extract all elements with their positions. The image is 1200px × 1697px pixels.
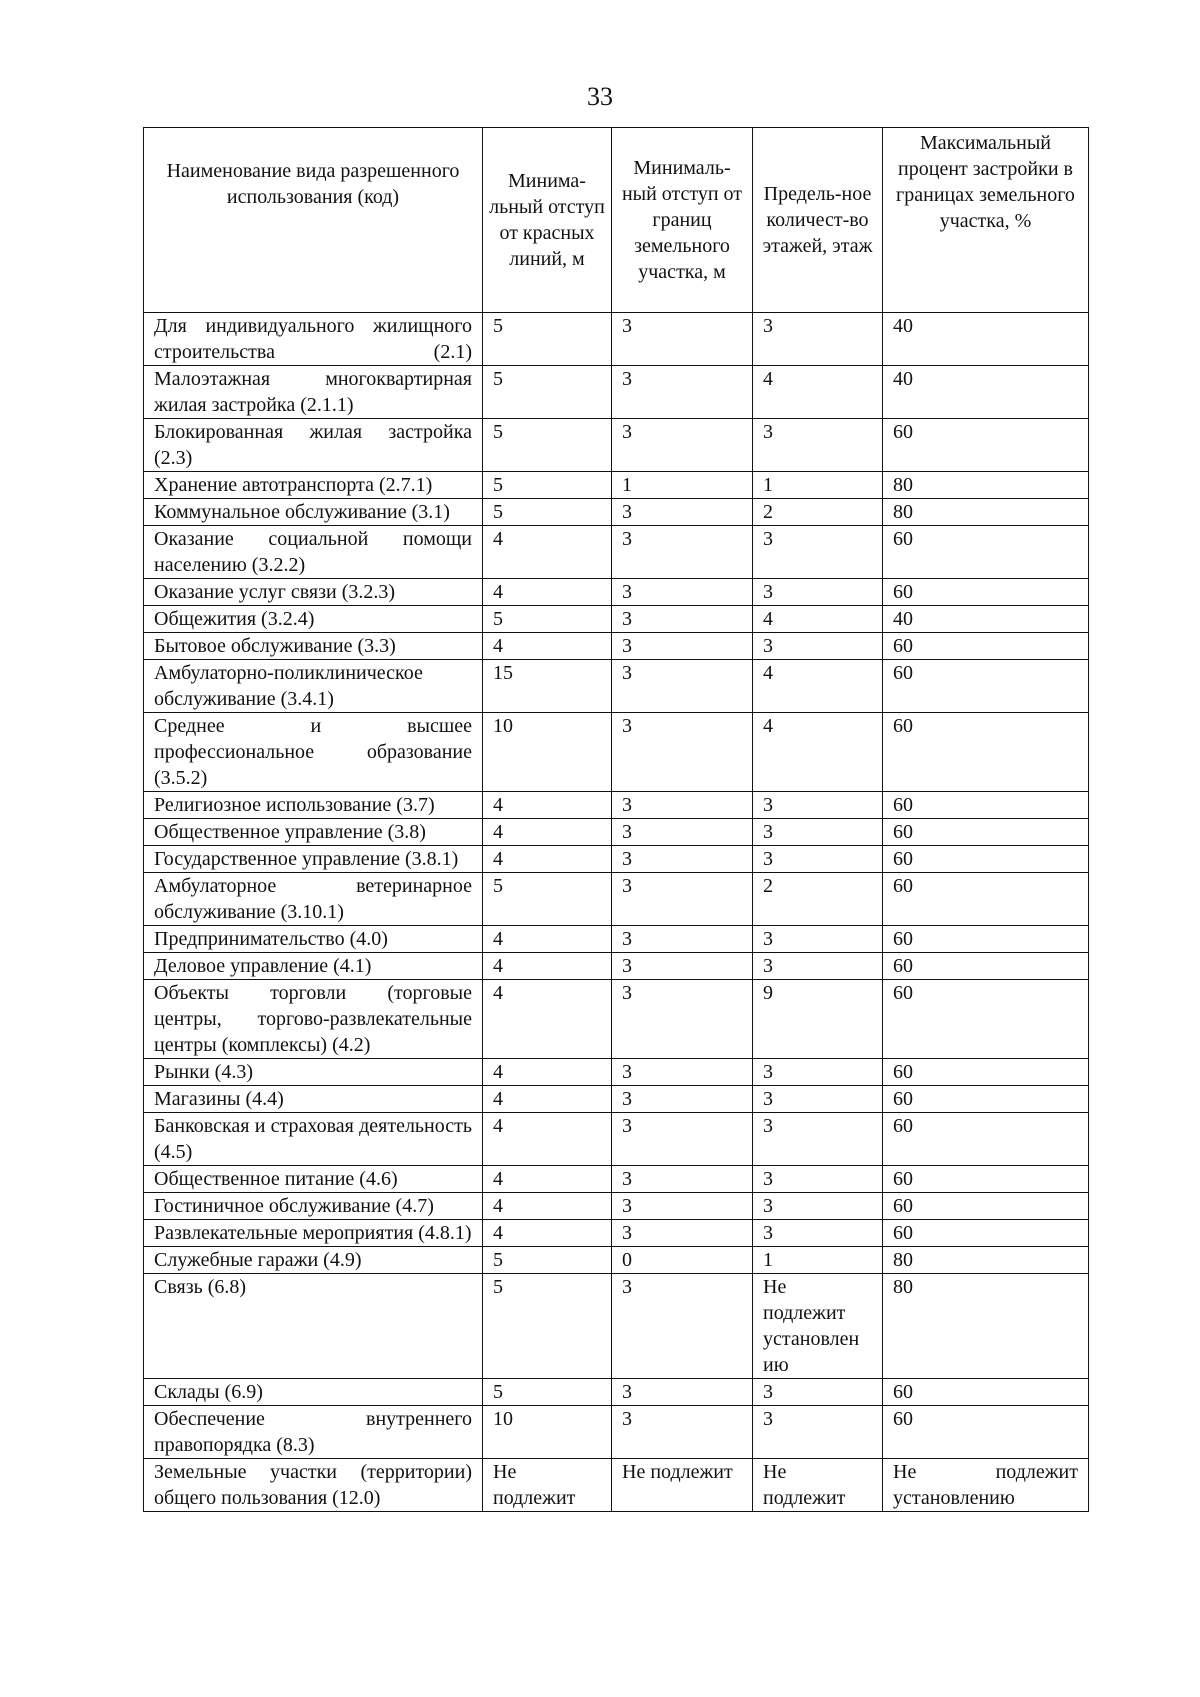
cell-boundary-setback: 3	[612, 926, 753, 953]
cell-max-floors: 2	[753, 873, 883, 926]
cell-max-coverage: 60	[883, 846, 1089, 873]
cell-max-coverage: 80	[883, 499, 1089, 526]
cell-max-coverage: 60	[883, 633, 1089, 660]
cell-red-line-setback: 4	[483, 1059, 612, 1086]
cell-max-floors: Не подлежит установлен ию	[753, 1274, 883, 1379]
table-row	[144, 1193, 1089, 1220]
cell-red-line-setback: 4	[483, 980, 612, 1059]
cell-boundary-setback: Не подлежит	[612, 1459, 753, 1512]
table-row	[144, 606, 1089, 633]
table-row	[144, 1406, 1089, 1459]
cell-use-type: Коммунальное обслуживание (3.1)	[144, 499, 483, 526]
cell-max-coverage: 60	[883, 1220, 1089, 1247]
cell-boundary-setback: 3	[612, 1406, 753, 1459]
table-row	[144, 633, 1089, 660]
table-row	[144, 713, 1089, 792]
cell-use-type: Хранение автотранспорта (2.7.1)	[144, 472, 483, 499]
table-row	[144, 366, 1089, 419]
table-row	[144, 499, 1089, 526]
cell-use-type: Общежития (3.2.4)	[144, 606, 483, 633]
cell-boundary-setback: 3	[612, 419, 753, 472]
cell-red-line-setback: 4	[483, 1113, 612, 1166]
cell-use-type: Амбулаторно-поликлиническое обслуживание (3.4.1)	[144, 660, 483, 713]
cell-max-floors: 3	[753, 1086, 883, 1113]
table-row	[144, 846, 1089, 873]
cell-use-type: Земельные участки (территории) общего пользования (12.0)	[144, 1459, 483, 1512]
table-row	[144, 419, 1089, 472]
cell-boundary-setback: 3	[612, 1193, 753, 1220]
table-row	[144, 873, 1089, 926]
cell-use-type: Деловое управление (4.1)	[144, 953, 483, 980]
cell-max-floors: 3	[753, 926, 883, 953]
cell-max-floors: 4	[753, 606, 883, 633]
cell-use-type: Бытовое обслуживание (3.3)	[144, 633, 483, 660]
cell-use-type: Оказание социальной помощи населению (3.2.2)	[144, 526, 483, 579]
cell-red-line-setback: 5	[483, 606, 612, 633]
zoning-regulations-table	[143, 127, 1089, 1512]
cell-red-line-setback: 4	[483, 792, 612, 819]
cell-red-line-setback: 5	[483, 1379, 612, 1406]
cell-max-floors: 3	[753, 1220, 883, 1247]
header-use-type: Наименование вида разрешенного использования (код)	[144, 128, 483, 313]
cell-boundary-setback: 3	[612, 1220, 753, 1247]
table-row	[144, 526, 1089, 579]
cell-red-line-setback: 5	[483, 313, 612, 366]
cell-max-floors: 3	[753, 846, 883, 873]
table-row	[144, 1166, 1089, 1193]
table-row	[144, 792, 1089, 819]
table-row	[144, 1086, 1089, 1113]
header-boundary-setback: Минималь-ный отступ от границ земельного участка, м	[612, 128, 753, 313]
cell-max-coverage: 80	[883, 1247, 1089, 1274]
cell-use-type: Объекты торговли (торговые центры, торгово-развлекательные центры (комплексы) (4.2)	[144, 980, 483, 1059]
cell-red-line-setback: 4	[483, 1086, 612, 1113]
header-max-coverage: Максимальный процент застройки в границах земельного участка, %	[883, 128, 1089, 313]
table-header	[144, 128, 1089, 313]
cell-max-coverage: 60	[883, 579, 1089, 606]
cell-red-line-setback: 5	[483, 873, 612, 926]
cell-boundary-setback: 3	[612, 499, 753, 526]
cell-use-type: Рынки (4.3)	[144, 1059, 483, 1086]
table-row	[144, 472, 1089, 499]
cell-red-line-setback: Не подлежит	[483, 1459, 612, 1512]
cell-boundary-setback: 3	[612, 579, 753, 606]
cell-red-line-setback: 4	[483, 1193, 612, 1220]
cell-use-type: Государственное управление (3.8.1)	[144, 846, 483, 873]
cell-boundary-setback: 3	[612, 1274, 753, 1379]
cell-boundary-setback: 3	[612, 1113, 753, 1166]
cell-red-line-setback: 4	[483, 846, 612, 873]
cell-red-line-setback: 4	[483, 926, 612, 953]
cell-boundary-setback: 3	[612, 526, 753, 579]
cell-max-coverage: 60	[883, 926, 1089, 953]
cell-max-coverage: 40	[883, 366, 1089, 419]
cell-use-type: Малоэтажная многоквартирная жилая застройка (2.1.1)	[144, 366, 483, 419]
table-row	[144, 1113, 1089, 1166]
table-row	[144, 926, 1089, 953]
cell-red-line-setback: 4	[483, 633, 612, 660]
cell-max-coverage: 60	[883, 419, 1089, 472]
cell-max-coverage: 60	[883, 660, 1089, 713]
cell-max-floors: 3	[753, 419, 883, 472]
table-row	[144, 1220, 1089, 1247]
cell-max-coverage: 60	[883, 1086, 1089, 1113]
header-red-line-setback: Минима-льный отступ от красных линий, м	[483, 128, 612, 313]
cell-max-coverage: 80	[883, 1274, 1089, 1379]
cell-max-floors: 4	[753, 366, 883, 419]
cell-max-floors: 3	[753, 579, 883, 606]
cell-max-floors: 1	[753, 472, 883, 499]
cell-max-coverage: 60	[883, 953, 1089, 980]
cell-boundary-setback: 3	[612, 606, 753, 633]
cell-max-coverage: 60	[883, 873, 1089, 926]
cell-use-type: Магазины (4.4)	[144, 1086, 483, 1113]
cell-boundary-setback: 3	[612, 1086, 753, 1113]
table-row	[144, 980, 1089, 1059]
cell-max-coverage: 60	[883, 526, 1089, 579]
cell-max-floors: 3	[753, 313, 883, 366]
cell-boundary-setback: 3	[612, 366, 753, 419]
table-row	[144, 660, 1089, 713]
cell-max-floors: 3	[753, 1379, 883, 1406]
cell-red-line-setback: 5	[483, 472, 612, 499]
cell-max-floors: 9	[753, 980, 883, 1059]
cell-max-floors: 3	[753, 526, 883, 579]
cell-boundary-setback: 1	[612, 472, 753, 499]
cell-max-floors: Не подлежит	[753, 1459, 883, 1512]
cell-boundary-setback: 3	[612, 1166, 753, 1193]
cell-use-type: Банковская и страховая деятельность (4.5)	[144, 1113, 483, 1166]
cell-max-floors: 3	[753, 1166, 883, 1193]
table-row	[144, 1247, 1089, 1274]
cell-boundary-setback: 3	[612, 846, 753, 873]
table-body	[144, 313, 1089, 1512]
cell-red-line-setback: 4	[483, 819, 612, 846]
header-row	[144, 128, 1089, 313]
cell-red-line-setback: 5	[483, 499, 612, 526]
cell-use-type: Оказание услуг связи (3.2.3)	[144, 579, 483, 606]
cell-max-floors: 2	[753, 499, 883, 526]
cell-boundary-setback: 3	[612, 1059, 753, 1086]
cell-max-coverage: 60	[883, 1406, 1089, 1459]
cell-max-floors: 3	[753, 1406, 883, 1459]
cell-use-type: Амбулаторное ветеринарное обслуживание (3.10.1)	[144, 873, 483, 926]
cell-max-coverage: 60	[883, 980, 1089, 1059]
cell-max-coverage: 60	[883, 1166, 1089, 1193]
cell-red-line-setback: 5	[483, 1274, 612, 1379]
cell-max-coverage: 40	[883, 313, 1089, 366]
page-number: 33	[587, 82, 613, 111]
cell-max-coverage: 60	[883, 1379, 1089, 1406]
table-row	[144, 1059, 1089, 1086]
cell-use-type: Блокированная жилая застройка (2.3)	[144, 419, 483, 472]
cell-red-line-setback: 4	[483, 1220, 612, 1247]
cell-use-type: Религиозное использование (3.7)	[144, 792, 483, 819]
cell-boundary-setback: 3	[612, 953, 753, 980]
cell-max-floors: 3	[753, 1059, 883, 1086]
cell-red-line-setback: 5	[483, 419, 612, 472]
table-row	[144, 953, 1089, 980]
cell-red-line-setback: 5	[483, 1247, 612, 1274]
cell-use-type: Общественное питание (4.6)	[144, 1166, 483, 1193]
cell-max-coverage: 40	[883, 606, 1089, 633]
cell-use-type: Гостиничное обслуживание (4.7)	[144, 1193, 483, 1220]
cell-use-type: Служебные гаражи (4.9)	[144, 1247, 483, 1274]
cell-boundary-setback: 3	[612, 633, 753, 660]
cell-use-type: Общественное управление (3.8)	[144, 819, 483, 846]
cell-max-floors: 4	[753, 713, 883, 792]
cell-boundary-setback: 3	[612, 660, 753, 713]
cell-use-type: Среднее и высшее профессиональное образование (3.5.2)	[144, 713, 483, 792]
cell-boundary-setback: 3	[612, 1379, 753, 1406]
cell-boundary-setback: 3	[612, 980, 753, 1059]
cell-max-floors: 3	[753, 953, 883, 980]
cell-boundary-setback: 0	[612, 1247, 753, 1274]
cell-max-floors: 4	[753, 660, 883, 713]
cell-max-coverage: 60	[883, 819, 1089, 846]
cell-max-coverage: 60	[883, 713, 1089, 792]
cell-max-floors: 3	[753, 1113, 883, 1166]
cell-red-line-setback: 15	[483, 660, 612, 713]
cell-boundary-setback: 3	[612, 819, 753, 846]
cell-use-type: Склады (6.9)	[144, 1379, 483, 1406]
cell-boundary-setback: 3	[612, 792, 753, 819]
cell-max-coverage: 60	[883, 1059, 1089, 1086]
cell-red-line-setback: 5	[483, 366, 612, 419]
cell-boundary-setback: 3	[612, 713, 753, 792]
cell-red-line-setback: 10	[483, 713, 612, 792]
table-row	[144, 313, 1089, 366]
cell-boundary-setback: 3	[612, 873, 753, 926]
cell-max-floors: 1	[753, 1247, 883, 1274]
table-row	[144, 819, 1089, 846]
cell-max-floors: 3	[753, 792, 883, 819]
cell-max-floors: 3	[753, 819, 883, 846]
cell-max-coverage: 80	[883, 472, 1089, 499]
table-row	[144, 1379, 1089, 1406]
cell-red-line-setback: 4	[483, 953, 612, 980]
cell-red-line-setback: 4	[483, 1166, 612, 1193]
cell-max-coverage: Не подлежит установлению	[883, 1459, 1089, 1512]
cell-use-type: Обеспечение внутреннего правопорядка (8.3)	[144, 1406, 483, 1459]
table-row	[144, 1459, 1089, 1512]
header-max-floors: Предель-ное количест-во этажей, этаж	[753, 128, 883, 313]
cell-red-line-setback: 10	[483, 1406, 612, 1459]
cell-boundary-setback: 3	[612, 313, 753, 366]
cell-max-floors: 3	[753, 1193, 883, 1220]
cell-red-line-setback: 4	[483, 526, 612, 579]
cell-max-coverage: 60	[883, 1113, 1089, 1166]
cell-max-floors: 3	[753, 633, 883, 660]
table-row	[144, 1274, 1089, 1379]
cell-max-coverage: 60	[883, 1193, 1089, 1220]
cell-use-type: Предпринимательство (4.0)	[144, 926, 483, 953]
cell-use-type: Связь (6.8)	[144, 1274, 483, 1379]
cell-use-type: Развлекательные мероприятия (4.8.1)	[144, 1220, 483, 1247]
cell-use-type: Для индивидуального жилищного строительства (2.1)	[144, 313, 483, 366]
table-row	[144, 579, 1089, 606]
cell-red-line-setback: 4	[483, 579, 612, 606]
cell-max-coverage: 60	[883, 792, 1089, 819]
